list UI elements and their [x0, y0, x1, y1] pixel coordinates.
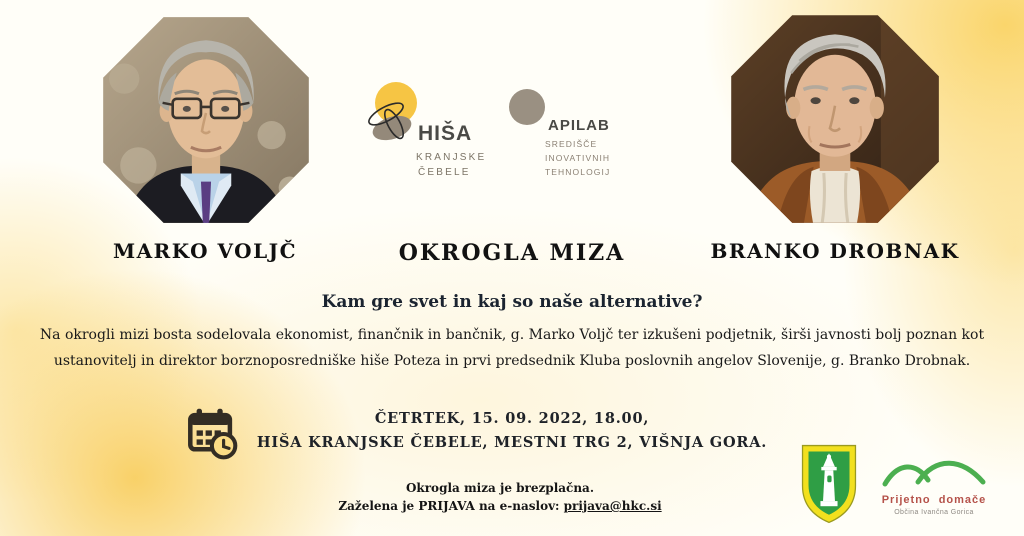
event-rsvp-line [290, 499, 710, 513]
hisa-logo-subtitle-2: ČEBELE [418, 167, 471, 178]
event-venue: HIŠA KRANJSKE ČEBELE, MESTNI TRG 2, VIŠNJA GORA. [256, 434, 768, 451]
portrait-branko-drobnak-image [728, 12, 942, 226]
prijetno-domace-subtitle: Občina Ivančna Gorica [894, 509, 974, 516]
green-hills-icon [880, 452, 988, 492]
event-description-line-2: ustanovitelj in direktor borznoposredniške hiše Poteza in prvi predsednik Kluba poslovnih angelov Slovenije, g. Branko Drobnak. [53, 353, 971, 369]
apilab-logo-title: APILAB [548, 117, 610, 134]
rsvp-text: Zaželena je PRIJAVA na e-naslov: [338, 499, 564, 513]
visnja-gora-coat-of-arms [799, 443, 859, 525]
hisa-logo-subtitle-1: KRANJSKE [416, 152, 487, 163]
apilab-logo-subtitle-3: TEHNOLOGIJ [545, 167, 611, 177]
portrait-marko-voljc-image [100, 14, 312, 226]
prijetno-domace-title: Prijetno domače [881, 494, 987, 506]
gray-dot-logo-icon [508, 88, 548, 128]
event-title: OKROGLA MIZA [398, 240, 626, 266]
bee-sketch-logo-icon [364, 80, 422, 152]
apilab-logo-subtitle-1: SREDIŠČE [545, 139, 598, 149]
speaker-name-marko-voljc: MARKO VOLJČ [112, 239, 298, 263]
apilab-logo [508, 88, 638, 188]
prijetno-domace-logo [874, 450, 994, 524]
speaker-name-branko-drobnak: BRANKO DROBNAK [710, 239, 960, 263]
portrait-branko-drobnak [728, 12, 942, 226]
portrait-marko-voljc [100, 14, 312, 226]
rsvp-email-link[interactable]: prijava@hkc.si [563, 499, 662, 513]
event-free-note: Okrogla miza je brezplačna. [405, 481, 595, 495]
hisa-kranjske-cebele-logo [364, 80, 489, 184]
hisa-logo-title: HIŠA [418, 122, 473, 145]
event-question: Kam gre svet in kaj so naše alternative? [321, 292, 703, 312]
event-datetime: ČETRTEK, 15. 09. 2022, 18.00, [374, 410, 650, 427]
apilab-logo-subtitle-2: INOVATIVNIH [545, 153, 611, 163]
event-description-line-1: Na okrogli mizi bosta sodelovala ekonomist, finančnik in bančnik, g. Marko Voljč ter izkušeni podjetnik, širši javnosti bolj poznan kot [39, 327, 985, 343]
